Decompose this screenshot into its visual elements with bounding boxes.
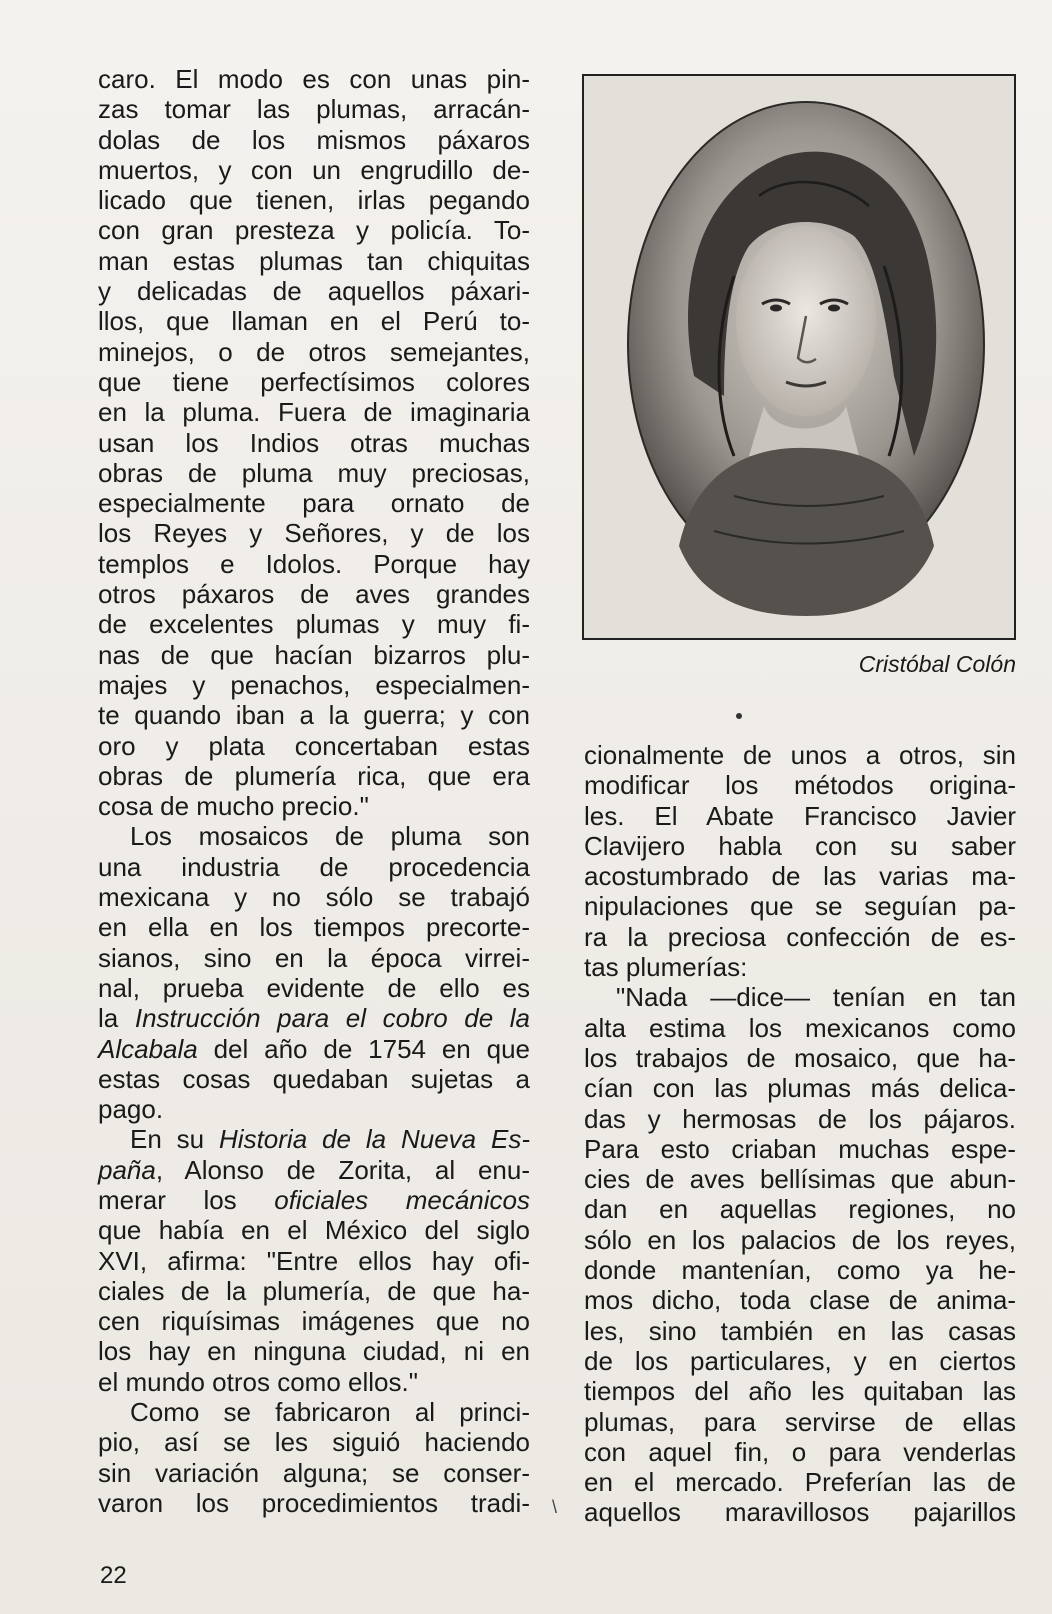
text-line: majes y penachos, especialmen- bbox=[98, 669, 530, 700]
text-line: cen riquísimas imágenes que no bbox=[98, 1306, 530, 1337]
text-line: XVI, afirma: "Entre ellos hay ofi- bbox=[98, 1245, 530, 1276]
right-text-column bbox=[584, 740, 1016, 1528]
text-line: templos e Idolos. Porque hay bbox=[98, 548, 530, 579]
text-line: dolas de los mismos páxaros bbox=[98, 124, 530, 155]
text-line: los Reyes y Señores, y de los bbox=[98, 518, 530, 549]
page-number: 22 bbox=[100, 1562, 127, 1589]
text-line: en el mercado. Preferían las de bbox=[584, 1467, 1016, 1498]
text-line: sólo en los palacios de los reyes, bbox=[584, 1224, 1016, 1255]
text-line: mos dicho, toda clase de anima- bbox=[584, 1285, 1016, 1316]
text-run: merar los bbox=[98, 1184, 275, 1215]
text-line: una industria de procedencia bbox=[98, 851, 530, 882]
text-line bbox=[98, 1185, 530, 1215]
text-run: , Alonso de Zorita, al enu- bbox=[155, 1154, 530, 1185]
text-line: man estas plumas tan chiquitas bbox=[98, 245, 530, 276]
text-line: estas cosas quedaban sujetas a bbox=[98, 1063, 530, 1094]
left-text-column bbox=[98, 64, 530, 1518]
text-line: caro. El modo es con unas pin- bbox=[98, 64, 530, 94]
text-line: muertos, y con un engrudillo de- bbox=[98, 154, 530, 185]
text-line: te quando iban a la guerra; y con bbox=[98, 700, 530, 731]
text-line bbox=[98, 1155, 530, 1185]
print-mark: \ bbox=[552, 1497, 558, 1517]
text-line: cosa de mucho precio." bbox=[98, 791, 369, 822]
text-line: en ella en los tiempos precorte- bbox=[98, 912, 530, 943]
text-line: Como se fabricaron al princi- bbox=[130, 1397, 530, 1428]
text-line: el mundo otros como ellos." bbox=[98, 1366, 418, 1397]
italic-run: paña bbox=[98, 1154, 156, 1185]
text-line: zas tomar las plumas, arracán- bbox=[98, 94, 530, 125]
text-run: del año de 1754 en que bbox=[197, 1033, 530, 1064]
text-line: les, sino también en las casas bbox=[584, 1315, 1016, 1346]
italic-run: Historia de la Nueva Es- bbox=[219, 1124, 530, 1155]
text-line: nas de que hacían bizarros plu- bbox=[98, 639, 530, 670]
text-line: cionalmente de unos a otros, sin bbox=[584, 740, 1016, 770]
text-line: con gran presteza y policía. To- bbox=[98, 215, 530, 246]
italic-run: oficiales mecánicos bbox=[274, 1184, 530, 1215]
caption-dot bbox=[736, 713, 742, 719]
portrait-engraving bbox=[584, 76, 1014, 638]
text-line: obras de pluma muy preciosas, bbox=[98, 457, 530, 488]
text-line: les. El Abate Francisco Javier bbox=[584, 800, 1016, 831]
text-line: los hay en ninguna ciudad, ni en bbox=[98, 1336, 530, 1367]
text-line: plumas, para servirse de ellas bbox=[584, 1406, 1016, 1437]
text-line: varon los procedimientos tradi- bbox=[98, 1487, 530, 1518]
text-line: pio, así se les siguió haciendo bbox=[98, 1427, 530, 1458]
text-line: alta estima los mexicanos como bbox=[584, 1012, 1016, 1043]
text-line: "Nada —dice— tenían en tan bbox=[616, 982, 1016, 1013]
italic-run: Alcabala bbox=[98, 1033, 198, 1064]
text-line: Clavijero habla con su saber bbox=[584, 830, 1016, 861]
text-line: donde mantenían, como ya he- bbox=[584, 1255, 1016, 1286]
text-line: llos, que llaman en el Perú to- bbox=[98, 306, 530, 337]
text-line: usan los Indios otras muchas bbox=[98, 427, 530, 458]
text-line: de los particulares, y en ciertos bbox=[584, 1345, 1016, 1376]
text-run: la bbox=[98, 1003, 135, 1034]
portrait-figure bbox=[582, 74, 1016, 640]
text-line bbox=[98, 1034, 530, 1064]
text-line: acostumbrado de las varias ma- bbox=[584, 861, 1016, 892]
text-line: modificar los métodos origina- bbox=[584, 770, 1016, 801]
text-line: pago. bbox=[98, 1094, 164, 1125]
text-line: ciales de la plumería, de que ha- bbox=[98, 1275, 530, 1306]
text-line bbox=[98, 1124, 530, 1154]
italic-run: Instrucción para el cobro de la bbox=[134, 1003, 531, 1034]
text-line: que tiene perfectísimos colores bbox=[98, 366, 530, 397]
text-line: en la pluma. Fuera de imaginaria bbox=[98, 397, 530, 428]
text-line bbox=[98, 1003, 530, 1033]
text-line: ra la preciosa confección de es- bbox=[584, 921, 1016, 952]
text-line: licado que tienen, irlas pegando bbox=[98, 185, 530, 216]
text-line: sin variación alguna; se conser- bbox=[98, 1457, 530, 1488]
text-line: mexicana y no sólo se trabajó bbox=[98, 882, 530, 913]
text-line: obras de plumería rica, que era bbox=[98, 760, 530, 791]
text-line: nal, prueba evidente de ello es bbox=[98, 972, 530, 1003]
text-line: Para esto criaban muchas espe- bbox=[584, 1133, 1016, 1164]
text-line: nipulaciones que se seguían pa- bbox=[584, 891, 1016, 922]
text-line: cían con las plumas más delica- bbox=[584, 1073, 1016, 1104]
text-line: cies de aves bellísimas que abun- bbox=[584, 1164, 1016, 1195]
text-line: oro y plata concertaban estas bbox=[98, 730, 530, 761]
text-line: minejos, o de otros semejantes, bbox=[98, 336, 530, 367]
text-line: sianos, sino en la época virrei- bbox=[98, 942, 530, 973]
text-run: En su bbox=[130, 1124, 220, 1155]
figure-caption: Cristóbal Colón bbox=[858, 651, 1016, 677]
text-line: con aquel fin, o para venderlas bbox=[584, 1436, 1016, 1467]
text-line: tas plumerías: bbox=[584, 952, 748, 983]
text-line: dan en aquellas regiones, no bbox=[584, 1194, 1016, 1225]
text-line: los trabajos de mosaico, que ha- bbox=[584, 1042, 1016, 1073]
text-line: de excelentes plumas y muy fi- bbox=[98, 609, 530, 640]
text-line: das y hermosas de los pájaros. bbox=[584, 1103, 1016, 1134]
text-line: y delicadas de aquellos páxari- bbox=[98, 276, 530, 307]
text-line: aquellos maravillosos pajarillos bbox=[584, 1497, 1016, 1528]
text-line: Los mosaicos de pluma son bbox=[130, 821, 530, 852]
text-line: especialmente para ornato de bbox=[98, 488, 530, 519]
text-line: otros páxaros de aves grandes bbox=[98, 579, 530, 610]
text-line: tiempos del año les quitaban las bbox=[584, 1376, 1016, 1407]
text-line: que había en el México del siglo bbox=[98, 1215, 530, 1246]
